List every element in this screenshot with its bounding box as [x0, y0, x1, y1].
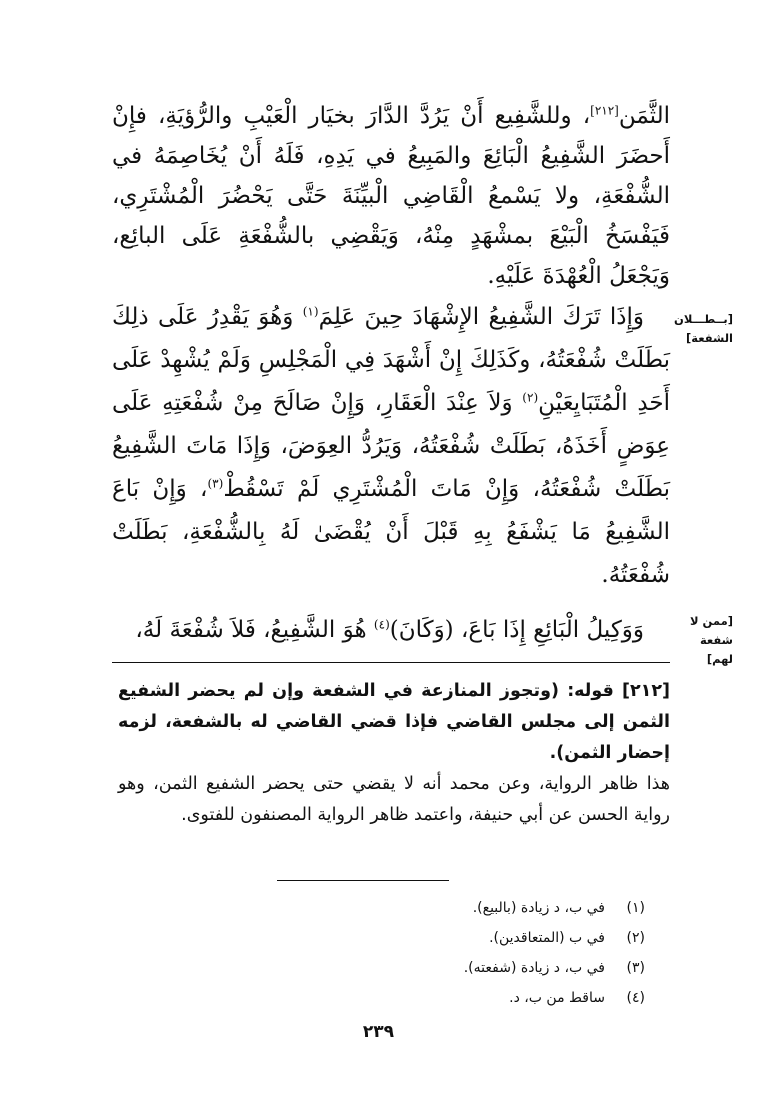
commentary-quote: (وتجوز المنازعة في الشفعة وإن لم يحضر الشفيع الثمن إلى مجلس القاضي فإذا قضي القاضي له بالشفعة، لزمه إحضار الثمن). [118, 681, 670, 763]
footnote-marker-4: (٤) [373, 617, 390, 632]
margin-note-no-preemption: [ممن لا شفعة لهم] [689, 614, 733, 666]
paragraph-1-start: الثَّمَن [618, 103, 670, 129]
commentary-reference: [٢١٢] [590, 103, 619, 118]
margin-note-nullification: [بــطـــلان الشفعة] [674, 312, 733, 345]
paragraph-3-part-1: وَوَكِيلُ الْبَائِعِ إِذَا بَاعَ، (وَكَانَ) [389, 617, 644, 643]
commentary-intro: قوله: [567, 681, 614, 701]
paragraph-1-rest: ، وللشَّفِيع أَنْ يَرُدَّ الدَّارَ بخيَار الْعَيْبِ والرُّؤيَةِ، فإِنْ أَحضَرَ الشَّفِيعُ الْبَائِعَ والمَبِيعُ في يَدِهِ، فَلَهُ أَنْ يُخَاصِمَهُ في الشُّفْعَةِ، ولا يَسْمعُ الْقَاضِي الْبيِّنَةَ حَتَّى يَحْضُرَ الْمُشْتَرِي، فَيَفْسَخُ الْبَيْعَ بمشْهَدٍ مِنْهُ، وَيَقْضِي بالشُّفْعَةِ عَلَى البائِع، وَيَجْعَلُ الْعُهْدَةَ عَلَيْهِ. [112, 103, 670, 289]
footnote-text: في ب، د زيادة (شفعته). [463, 960, 605, 976]
commentary-heading [118, 676, 670, 769]
commentary-section [118, 676, 670, 831]
paragraph-1 [112, 96, 670, 296]
footnote-number: (٤) [626, 990, 645, 1006]
commentary-explanation: هذا ظاهر الرواية، وعن محمد أنه لا يقضي حتى يحضر الشفيع الثمن، وهو رواية الحسن عن أبي حنيفة، واعتمد ظاهر الرواية المصنفون للفتوى. [118, 774, 670, 825]
main-text-block-1 [112, 96, 670, 296]
commentary-number: [٢١٢] [621, 681, 671, 701]
footnotes-divider [277, 880, 449, 881]
paragraph-2-part-2: وَهُوَ يَقْدِرُ عَلَى ذلِكَ بَطَلَتْ شُفْعَتُهُ، وكَذَلِكَ إِنْ أَشْهَدَ فِي الْمَجْلِسِ وَلَمْ يُشْهِدْ عَلَى أَحَدِ الْمُتَبَايِعَيْنِ [112, 304, 670, 416]
paragraph-2-part-3: وَلاَ عِنْدَ الْعَقَارِ، وَإِنْ صَالَحَ مِنْ شُفْعَتِهِ عَلَى عِوَضٍ أَخَذَهُ، بَطَلَتْ شُفْعَتُهُ، وَيَرُدُّ العِوَضَ، وَإِذَا مَاتَ الشَّفِيعُ بَطَلَتْ شُفْعَتُهُ، وَإِنْ مَاتَ الْمُشْتَرِي لَمْ تَسْقُطْ [112, 390, 670, 502]
commentary-divider [112, 662, 670, 663]
footnote-number: (٢) [626, 930, 645, 946]
footnote-item [265, 923, 645, 953]
footnote-marker-2: (٢) [522, 390, 539, 405]
page-number: ٢٣٩ [362, 1022, 395, 1042]
footnote-number: (٣) [626, 960, 645, 976]
footnote-number: (١) [626, 900, 645, 916]
footnote-item [265, 953, 645, 983]
footnote-marker-3: (٣) [207, 476, 224, 491]
paragraph-2 [112, 296, 670, 597]
footnote-text: ساقط من ب، د. [509, 990, 605, 1006]
footnote-text: في ب (المتعاقدين). [489, 930, 605, 946]
footnote-marker-1: (١) [302, 304, 319, 319]
footnote-text: في ب، د زيادة (بالبيع). [472, 900, 605, 916]
paragraph-3 [112, 610, 670, 650]
footnotes-list [265, 893, 645, 1013]
paragraph-2-part-4: ، وَإِنْ بَاعَ الشَّفِيعُ مَا يَشْفَعُ بِهِ قَبْلَ أَنْ يُقْضَىٰ لَهُ بِالشُّفْعَةِ، بَطَلَتْ شُفْعَتُهُ. [112, 476, 670, 588]
paragraph-2-part-1: وَإِذَا تَرَكَ الشَّفِيعُ الإِشْهَادَ حِينَ عَلِمَ [318, 304, 644, 330]
main-text-block-3 [112, 610, 670, 650]
footnote-item [265, 893, 645, 923]
paragraph-3-part-2: هُوَ الشَّفِيعُ، فَلاَ شُفْعَةَ لَهُ، [135, 617, 374, 643]
main-text-block-2 [112, 296, 670, 597]
footnote-item [265, 983, 645, 1013]
